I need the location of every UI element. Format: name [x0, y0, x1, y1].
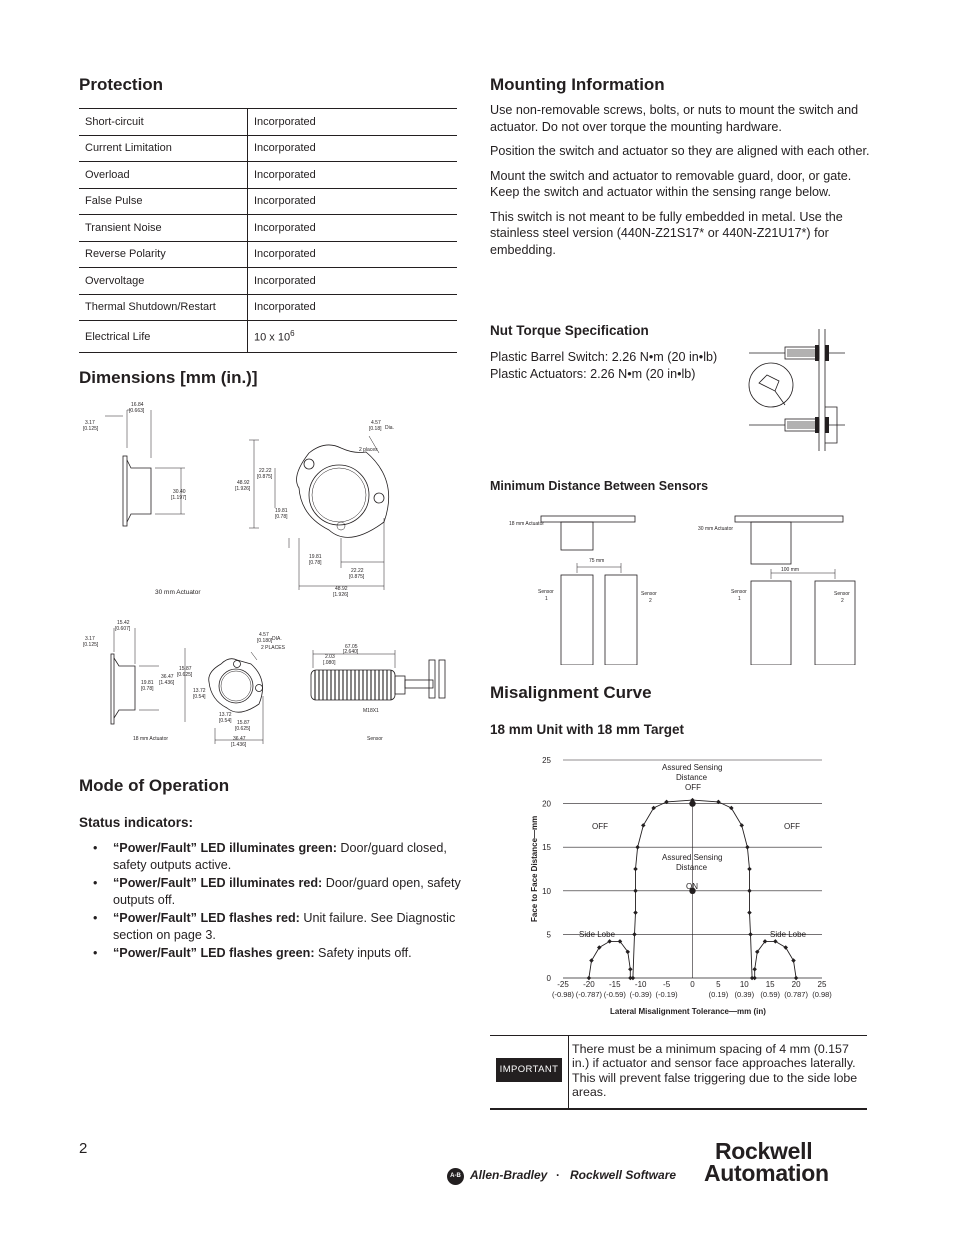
protection-item: Overvoltage	[79, 268, 248, 295]
y-axis-label: Face to Face Distance—mm	[530, 815, 539, 922]
dim-label: [1.926]	[333, 592, 349, 598]
protection-value	[248, 321, 458, 353]
status-item-label: “Power/Fault” LED flashes green:	[113, 946, 315, 960]
status-item-label: “Power/Fault” LED illuminates red:	[113, 876, 323, 890]
annotation: Assured Sensing	[662, 763, 723, 772]
min-dist-label: Sensor	[538, 589, 554, 595]
dim-label: [0.625]	[177, 672, 193, 678]
dim-label: 22.22	[259, 468, 272, 474]
dim-label: 48.92	[237, 480, 250, 486]
dim-label: 13.72	[193, 688, 206, 694]
status-title: Status indicators:	[79, 815, 194, 830]
data-point	[633, 910, 638, 915]
dim-label: 16.84	[131, 402, 144, 408]
annotation: OFF	[685, 783, 701, 792]
x-tick-label: -5	[663, 980, 671, 989]
x-tick-label: 20	[791, 980, 801, 989]
data-point	[729, 806, 734, 811]
min-dist-label: 2	[841, 598, 844, 604]
annotation: Side Lobe	[770, 930, 807, 939]
important-badge: IMPORTANT	[496, 1058, 562, 1082]
status-list	[79, 840, 464, 963]
x-tick-label: -15	[609, 980, 621, 989]
brand-allen-bradley: Allen-Bradley	[470, 1168, 548, 1182]
protection-value	[248, 268, 458, 295]
side-lobe-right-curve	[755, 941, 796, 978]
min-dist-label: 1	[738, 596, 741, 602]
y-tick-label: 5	[546, 930, 551, 940]
act18-hole-right	[256, 685, 263, 692]
x-tick-inch-label: (-0.19)	[655, 990, 678, 999]
sensor2-left	[605, 575, 637, 665]
mounting-paragraph: Use non-removable screws, bolts, or nuts to mount the switch and actuator. Do not over torque the mounting hardware.	[490, 103, 859, 134]
data-point	[752, 967, 757, 972]
dim-label: 19.81	[275, 508, 288, 514]
actuator18-body	[561, 522, 593, 550]
dim-label: [1.197]	[171, 495, 187, 501]
data-point	[589, 958, 594, 963]
data-point	[633, 889, 638, 894]
dim-label: 15.87	[237, 720, 250, 726]
protection-value	[248, 294, 458, 321]
protection-row	[79, 241, 457, 268]
x-tick-inch-label: (-0.787)	[575, 990, 603, 999]
misalignment-subtitle: 18 mm Unit with 18 mm Target	[490, 722, 685, 737]
dim-label: 15.42	[117, 620, 130, 626]
x-tick-label: -25	[557, 980, 569, 989]
dim-label: 3.17	[85, 420, 95, 426]
misalignment-chart	[525, 750, 845, 1025]
brand-rockwell-software: Rockwell Software	[570, 1168, 677, 1182]
y-tick-label: 15	[542, 843, 551, 853]
status-item-text: Door/guard closed, safety outputs active.	[113, 841, 447, 872]
nut-torque-title: Nut Torque Specification	[490, 323, 649, 338]
actuator-30mm-drawing	[79, 398, 459, 608]
dim-label: 15.87	[179, 666, 192, 672]
protection-row	[79, 268, 457, 295]
exponent: 6	[290, 329, 295, 339]
sensor-nut	[395, 676, 405, 694]
x-tick-label: 0	[690, 980, 695, 989]
rockwell-logo: Rockwell	[715, 1138, 813, 1164]
protection-value	[248, 241, 458, 268]
dim-label: 22.22	[351, 568, 364, 574]
act18-front-outline	[209, 659, 263, 713]
min-distance-diagram	[495, 505, 870, 665]
data-point	[628, 967, 633, 972]
x-axis-label: Lateral Misalignment Tolerance—mm (in)	[610, 1007, 766, 1016]
data-point	[651, 806, 656, 811]
dim-label: [0.180]	[257, 638, 273, 644]
mounting-paragraph: This switch is not meant to be fully embedded in metal. Use the stainless steel version (440N-Z21S17* or 440N-Z21U17*) for embedding.	[490, 209, 843, 257]
dim-label: 3.17	[85, 636, 95, 642]
act30-hole-right	[374, 493, 384, 503]
data-point	[607, 939, 612, 944]
protection-item: Short-circuit	[79, 109, 248, 136]
act18-caption: 18 mm Actuator	[133, 736, 169, 742]
dim-label: 4.57	[371, 420, 381, 426]
x-tick-label: 15	[765, 980, 775, 989]
act30-body	[127, 460, 151, 522]
status-item-text: Unit failure. See Diagnostic section on page 3.	[113, 911, 456, 942]
dim-label: 67.05	[345, 644, 358, 650]
x-tick-inch-label: (0.39)	[734, 990, 755, 999]
actuator18-plate	[541, 516, 635, 522]
act30-front-face	[309, 465, 369, 525]
protection-value	[248, 135, 458, 162]
protection-row	[79, 215, 457, 242]
protection-item: False Pulse	[79, 188, 248, 215]
data-point	[773, 939, 778, 944]
x-tick-inch-label: (0.19)	[708, 990, 729, 999]
dim-label: 4.57	[259, 632, 269, 638]
data-point	[747, 889, 752, 894]
data-point	[632, 932, 637, 937]
annotation: OFF	[592, 822, 608, 831]
protection-value-text: Incorporated	[254, 274, 316, 287]
status-item-label: “Power/Fault” LED illuminates green:	[113, 841, 337, 855]
nut-torque-line: Plastic Actuators: 2.26 N•m (20 in•lb)	[490, 367, 696, 381]
x-tick-inch-label: (0.787)	[784, 990, 808, 999]
x-tick-label: 10	[739, 980, 749, 989]
x-tick-inch-label: (-0.98)	[551, 990, 575, 999]
dim-label: [1.926]	[235, 486, 251, 492]
brand-separator: ·	[556, 1168, 560, 1182]
torque-illustration	[745, 325, 865, 455]
x-tick-label: 25	[817, 980, 827, 989]
annotation: Distance	[676, 773, 708, 782]
min-dist-label: 18 mm Actuator	[509, 521, 545, 527]
dim-label: [0.78]	[275, 514, 288, 520]
protection-row	[79, 135, 457, 162]
dim-label: [2.640]	[343, 649, 359, 655]
mounting-title: Mounting Information	[490, 75, 665, 94]
protection-row	[79, 321, 457, 353]
dim-label: [1.436]	[231, 742, 247, 748]
protection-item: Transient Noise	[79, 215, 248, 242]
annotation: Assured Sensing	[662, 853, 723, 862]
x-tick-inch-label: (0.98)	[812, 990, 832, 999]
dim-label: 13.72	[219, 712, 232, 718]
act18-hole-top	[234, 661, 241, 668]
dim-label: 36.47	[161, 674, 174, 680]
act30-hole-left	[304, 459, 314, 469]
y-tick-label: 20	[542, 799, 551, 809]
data-point	[633, 867, 638, 872]
protection-value-text: Incorporated	[254, 248, 316, 261]
annotation: Distance	[676, 863, 708, 872]
dim-label: 30.40	[173, 489, 186, 495]
dim-label: [0.54]	[219, 718, 232, 724]
min-dist-label: 100 mm	[781, 567, 800, 573]
mounting-paragraph: Position the switch and actuator so they are aligned with each other.	[490, 144, 870, 158]
dim-label: 19.81	[141, 680, 154, 686]
important-box	[490, 1035, 867, 1110]
act18-flange	[111, 654, 114, 724]
protection-row	[79, 188, 457, 215]
dim-label: 48.92	[335, 586, 348, 592]
actuator30-body	[751, 522, 791, 564]
data-point	[747, 867, 752, 872]
protection-item: Electrical Life	[79, 321, 248, 353]
data-point	[745, 845, 750, 850]
status-item-label: “Power/Fault” LED flashes red:	[113, 911, 300, 925]
annotation: ON	[686, 882, 698, 891]
dim-label: Dia.	[385, 425, 394, 431]
status-item-text: Door/guard open, safety outputs off.	[113, 876, 461, 907]
x-tick-label: -20	[583, 980, 595, 989]
dim-label: [0.54]	[193, 694, 206, 700]
dim-label: [0.18]	[369, 426, 382, 432]
dim-label: [0.625]	[235, 726, 251, 732]
status-item	[79, 945, 464, 962]
mounting-paragraph: Mount the switch and actuator to removable guard, door, or gate. Keep the switch and actuator within the sensing range below.	[490, 168, 852, 199]
sensor-caption: Sensor	[367, 736, 383, 742]
dim-label: [0.125]	[83, 642, 99, 648]
min-distance-title: Minimum Distance Between Sensors	[490, 479, 709, 493]
protection-row	[79, 162, 457, 189]
dim-label: [0.78]	[309, 560, 322, 566]
dim-label: 19.81	[309, 554, 322, 560]
sensor1-right	[751, 581, 791, 665]
nut-torque-line: Plastic Barrel Switch: 2.26 N•m (20 in•lb)	[490, 350, 718, 364]
data-point	[641, 823, 646, 828]
mode-title: Mode of Operation	[79, 776, 230, 795]
status-item-text: Safety inputs off.	[314, 946, 412, 960]
status-item	[79, 875, 464, 909]
x-tick-label: 5	[716, 980, 721, 989]
dim-label: [0.125]	[83, 426, 99, 432]
protection-value-text: Incorporated	[254, 142, 316, 155]
protection-value-text: Incorporated	[254, 221, 316, 234]
protection-value	[248, 109, 458, 136]
assured-off-point	[689, 800, 695, 806]
protection-value-text: Incorporated	[254, 115, 316, 128]
act18-front-face	[219, 669, 253, 703]
protection-value-text: Incorporated	[254, 301, 316, 314]
status-item	[79, 910, 464, 944]
protection-value-text: 10 x 10	[254, 331, 291, 344]
protection-value	[248, 188, 458, 215]
min-dist-label: 2	[649, 598, 652, 604]
protection-item: Overload	[79, 162, 248, 189]
act30-caption: 30 mm Actuator	[155, 589, 201, 596]
protection-item: Reverse Polarity	[79, 241, 248, 268]
protection-table	[79, 108, 457, 353]
protection-value	[248, 215, 458, 242]
dim-label: DIA.	[272, 636, 282, 642]
data-point	[747, 910, 752, 915]
y-tick-label: 10	[542, 886, 551, 896]
min-dist-label: Sensor	[641, 591, 657, 597]
mounting-text	[490, 102, 874, 258]
act18-body	[114, 658, 135, 718]
x-tick-inch-label: (-0.39)	[629, 990, 652, 999]
data-point	[791, 958, 796, 963]
act30-flange	[123, 456, 127, 526]
important-text: There must be a minimum spacing of 4 mm (0.157 in.) if actuator and sensor face approaches laterally. This will prevent false triggering due to the side lobe areas.	[572, 1042, 858, 1099]
dim-label: 2.03	[325, 654, 335, 660]
data-point	[752, 976, 757, 981]
y-tick-label: 25	[542, 756, 551, 765]
wrench-callout	[749, 363, 793, 407]
data-point	[597, 945, 602, 950]
annotation: OFF	[784, 822, 800, 831]
protection-value-text: Incorporated	[254, 168, 316, 181]
min-dist-label: 30 mm Actuator	[698, 526, 734, 532]
data-point	[783, 945, 788, 950]
protection-row	[79, 294, 457, 321]
x-tick-label: -10	[634, 980, 647, 989]
dim-label: [0.875]	[349, 574, 365, 580]
dim-label: [0.607]	[115, 626, 131, 632]
min-dist-label: Sensor	[731, 589, 747, 595]
data-point	[635, 845, 640, 850]
protection-row	[79, 109, 457, 136]
dim-label: 2 places	[359, 447, 378, 453]
data-point	[748, 932, 753, 937]
protection-value	[248, 162, 458, 189]
protection-value-text: Incorporated	[254, 195, 316, 208]
data-point	[739, 823, 744, 828]
actuator30-plate	[735, 516, 843, 522]
automation-logo: Automation	[704, 1160, 829, 1186]
annotation: Side Lobe	[579, 930, 616, 939]
sensor1-left	[561, 575, 593, 665]
protection-item: Thermal Shutdown/Restart	[79, 294, 248, 321]
allen-bradley-logo-icon: A-B	[447, 1168, 464, 1185]
data-point	[628, 976, 633, 981]
dimensions-title: Dimensions [mm (in.)]	[79, 368, 258, 387]
dim-label: M18X1	[363, 708, 379, 714]
dim-label: [0.663]	[129, 408, 145, 414]
dim-label: [1.436]	[159, 680, 175, 686]
x-tick-inch-label: (0.59)	[760, 990, 780, 999]
misalignment-title: Misalignment Curve	[490, 683, 652, 702]
y-tick-label: 0	[546, 974, 551, 983]
min-dist-label: 1	[545, 596, 548, 602]
min-dist-label: Sensor	[834, 591, 850, 597]
dim-label: [.080]	[323, 660, 336, 666]
protection-item: Current Limitation	[79, 135, 248, 162]
dim-label: 36.47	[233, 736, 246, 742]
protection-title: Protection	[79, 75, 164, 94]
page-number: 2	[79, 1140, 88, 1157]
status-item	[79, 840, 464, 874]
x-tick-inch-label: (-0.59)	[603, 990, 626, 999]
min-dist-label: 75 mm	[589, 558, 605, 564]
sensor-body	[311, 670, 395, 700]
dim-label: [0.875]	[257, 474, 273, 480]
side-lobe-left-curve	[589, 941, 630, 978]
dim-label: [0.78]	[141, 686, 154, 692]
dim-label: 2 PLACES	[261, 645, 285, 651]
actuator-18mm-sensor-drawing	[79, 612, 459, 752]
